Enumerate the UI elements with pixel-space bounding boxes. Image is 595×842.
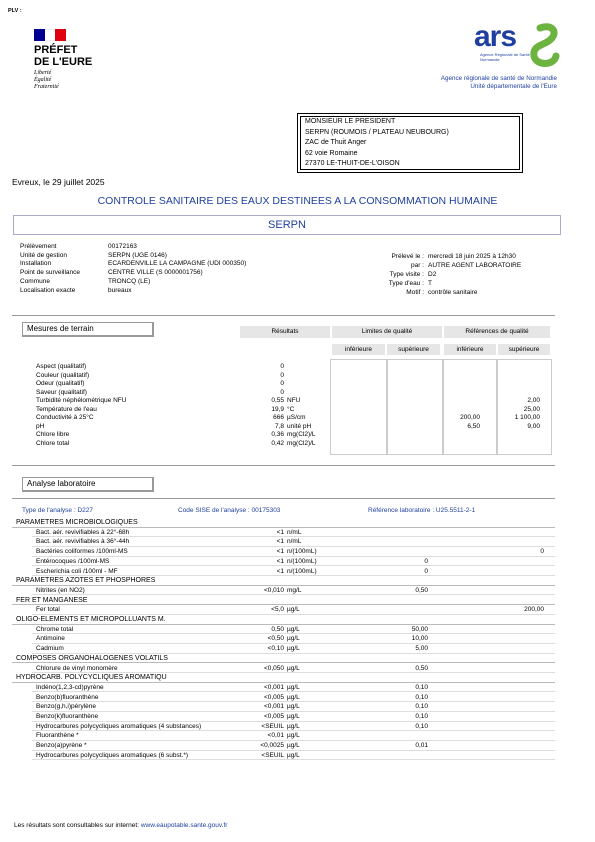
row-divider xyxy=(32,759,555,760)
labo-lim-sup: 0,50 xyxy=(415,586,428,594)
labo-value: <1 xyxy=(276,567,284,575)
terrain-param: Conductivité à 25°C xyxy=(36,414,94,421)
terrain-value: 0 xyxy=(280,380,284,387)
labo-value: <0,50 xyxy=(267,635,284,643)
labo-value: 0,50 xyxy=(271,625,284,633)
info-value: SERPN (UGE 0146) xyxy=(108,251,167,259)
labo-lim-sup: 10,00 xyxy=(411,635,428,643)
agency-line2: Unité départementale de l'Eure xyxy=(470,83,557,90)
labo-value: <0,005 xyxy=(263,713,284,720)
info-value: CENTRE VILLE (S 0000001756) xyxy=(108,269,203,277)
terrain-unit: NFU xyxy=(287,397,301,404)
labo-param: Benzo(a)pyrène * xyxy=(36,742,87,750)
labo-value: <0,001 xyxy=(263,683,284,691)
terrain-ref-sup: 25,00 xyxy=(523,405,540,413)
info-label: Type d'eau : xyxy=(388,280,424,287)
labo-param: Benzo(b)fluoranthène xyxy=(36,693,99,701)
labo-heading: Analyse laboratoire xyxy=(22,477,154,492)
address-line: 62 voie Romaine xyxy=(305,149,358,157)
labo-value: <0,050 xyxy=(263,664,284,672)
labo-unit: n/(100mL) xyxy=(287,548,317,556)
subtitle-box xyxy=(13,215,561,235)
info-value: T xyxy=(428,280,432,287)
col-ref-sup: supérieure xyxy=(498,344,550,355)
terrain-unit: unité pH xyxy=(287,422,312,430)
info-label: Type visite : xyxy=(389,271,424,278)
labo-unit: µg/L xyxy=(287,703,300,711)
info-value: contrôle sanitaire xyxy=(428,289,478,296)
terrain-param: Couleur (qualitatif) xyxy=(36,371,90,379)
labo-unit: µg/L xyxy=(287,635,300,643)
labo-lim-sup: 0,10 xyxy=(415,722,428,730)
labo-value: <1 xyxy=(276,557,284,565)
info-left-labels xyxy=(20,243,80,295)
col-ref-inf: inférieure xyxy=(444,344,496,355)
terrain-ref-sup: 9,00 xyxy=(527,422,540,430)
terrain-param: Turbidité néphélométrique NFU xyxy=(36,397,127,404)
terrain-ref-inf: 6,50 xyxy=(467,422,480,430)
labo-value: <0,005 xyxy=(263,693,284,701)
labo-unit: µg/L xyxy=(287,693,300,701)
ars-wordmark: ars xyxy=(474,20,517,53)
labo-lim-sup: 0,50 xyxy=(415,664,428,672)
terrain-value: 0 xyxy=(280,388,284,396)
address-box xyxy=(297,113,523,173)
terrain-value: 0 xyxy=(280,363,284,370)
col-lim-inf: inférieure xyxy=(332,344,385,355)
labo-param: Antimoine xyxy=(36,635,65,643)
info-value: TRONCQ (LE) xyxy=(108,277,151,285)
labo-section: HYDROCARB. POLYCYCLIQUES AROMATIQU xyxy=(16,674,167,682)
labo-param: Nitrites (en NO2) xyxy=(36,586,85,594)
prefet-line1: PRÉFET xyxy=(34,44,78,56)
labo-param: Cadmium xyxy=(36,645,64,653)
info-label: Unité de gestion xyxy=(20,251,67,259)
labo-value: <SEUIL xyxy=(261,751,284,759)
labo-lim-sup: 0,10 xyxy=(415,713,428,720)
labo-unit: n/mL xyxy=(287,538,302,546)
labo-lim-sup: 0,10 xyxy=(415,693,428,701)
labo-value: <0,10 xyxy=(267,645,284,653)
info-label: Point de surveillance xyxy=(20,269,80,277)
labo-unit: µg/L xyxy=(287,625,300,633)
motto-egalite: Égalité xyxy=(34,77,52,83)
terrain-param: Température de l'eau xyxy=(36,405,97,413)
terrain-param: Chlore libre xyxy=(36,431,70,438)
labo-param: Benzo(k)fluoranthène xyxy=(36,713,99,720)
labo-unit: mg/L xyxy=(287,586,302,594)
terrain-value: 0 xyxy=(280,371,284,379)
terrain-value: 0,42 xyxy=(271,439,284,447)
labo-unit: µg/L xyxy=(287,742,300,750)
labo-unit: µg/L xyxy=(287,751,300,759)
labo-value: <1 xyxy=(276,548,284,556)
labo-unit: µg/L xyxy=(287,664,300,672)
labo-lim-sup: 0,10 xyxy=(415,703,428,711)
type-analyse: Type de l'analyse : D227 xyxy=(22,507,93,514)
labo-value: <1 xyxy=(276,528,284,536)
footer-link[interactable]: www.eaupotable.sante.gouv.fr xyxy=(140,822,228,829)
info-value: D2 xyxy=(428,271,437,278)
agency-line1: Agence régionale de santé de Normandie xyxy=(440,75,557,82)
labo-value: <0,01 xyxy=(267,732,284,740)
labo-unit: n/(100mL) xyxy=(287,567,317,575)
footer xyxy=(14,822,227,829)
labo-param: Benzo(g,h,i)pérylène xyxy=(36,703,96,711)
terrain-unit: µS/cm xyxy=(287,414,306,421)
labo-value: <0,001 xyxy=(263,703,284,711)
french-flag-icon xyxy=(34,29,66,41)
prefet-line2: DE L'EURE xyxy=(34,56,93,68)
labo-ref-sup: 0 xyxy=(540,548,544,556)
labo-section: OLIGO-ELEMENTS ET MICROPOLLUANTS M. xyxy=(16,616,166,623)
code-sise: Code SISE de l'analyse : 00175303 xyxy=(178,507,281,514)
info-label: Prélevé le : xyxy=(391,253,424,260)
terrain-unit: mg(Cl2)/L xyxy=(287,431,316,438)
terrain-value: 7,8 xyxy=(274,422,284,430)
terrain-unit: mg(Cl2)/L xyxy=(287,439,316,447)
labo-param: Bactéries coliformes /100ml-MS xyxy=(36,548,128,556)
col-lim-sup: supérieure xyxy=(387,344,440,355)
terrain-param: Odeur (qualitatif) xyxy=(36,380,85,387)
row-divider xyxy=(32,594,555,595)
labo-lim-sup: 0,10 xyxy=(415,683,428,691)
page-title: CONTROLE SANITAIRE DES EAUX DESTINEES A LA CONSOMMATION HUMAINE xyxy=(97,195,498,207)
labo-value: <1 xyxy=(276,538,284,546)
terrain-param: Saveur (qualitatif) xyxy=(36,388,87,396)
terrain-param: pH xyxy=(36,422,45,430)
terrain-heading: Mesures de terrain xyxy=(22,322,154,337)
terrain-value: 666 xyxy=(273,414,284,421)
terrain-unit: °C xyxy=(287,405,295,413)
labo-lim-sup: 0 xyxy=(424,567,428,575)
terrain-value: 0,36 xyxy=(271,431,284,438)
labo-section: COMPOSES ORGANOHALOGENES VOLATILS xyxy=(16,654,168,662)
ars-tag1: Agence Régionale de Santé xyxy=(480,52,530,57)
page-subtitle: SERPN xyxy=(268,219,306,231)
info-label: par : xyxy=(410,262,424,269)
labo-section: FER ET MANGANESE xyxy=(16,596,88,604)
address-line: 27370 LE-THUIT-DE-L'OISON xyxy=(305,160,400,167)
terrain-param: Chlore total xyxy=(36,439,70,447)
prefet-logo xyxy=(34,29,92,91)
labo-ref-sup: 200,00 xyxy=(524,606,544,614)
col-limits: Limites de qualité xyxy=(332,326,442,338)
address-line: ZAC de Thuit Anger xyxy=(305,139,367,146)
labo-param: Indéno(1,2,3-cd)pyrène xyxy=(36,683,104,691)
info-value: mercredi 18 juin 2025 à 12h30 xyxy=(428,253,516,260)
info-value: ECARDENVILLE LA CAMPAGNE (UDI 000350) xyxy=(108,260,247,268)
labo-value: <0,010 xyxy=(263,586,284,594)
plv-label: PLV : xyxy=(8,8,22,14)
labo-param: Entérocoques /100ml-MS xyxy=(36,557,110,565)
labo-unit: µg/L xyxy=(287,722,300,730)
labo-value: <SEUIL xyxy=(261,722,284,730)
labo-param: Escherichia coli /100ml - MF xyxy=(36,567,118,575)
labo-unit: µg/L xyxy=(287,683,300,691)
terrain-value: 19,9 xyxy=(271,405,284,413)
info-value: 00172163 xyxy=(108,243,137,250)
ref-labo: Référence laboratoire : U25.5511-2-1 xyxy=(368,507,476,514)
footer-text: Les résultats sont consultables sur internet: xyxy=(14,822,141,829)
info-label: Localisation exacte xyxy=(20,286,76,294)
info-label: Installation xyxy=(20,260,52,268)
labo-param: Bact. aér. revivifiables à 22°-68h xyxy=(36,528,130,536)
labo-param: Hydrocarbures polycycliques aromatiques (6 subst.*) xyxy=(36,751,189,759)
labo-value: <0,0025 xyxy=(260,742,284,750)
labo-section: PARAMETRES AZOTES ET PHOSPHORES xyxy=(16,577,156,585)
col-results: Résultats xyxy=(240,326,330,338)
motto-liberte: Liberté xyxy=(34,70,52,76)
info-value: bureaux xyxy=(108,286,132,294)
labo-param: Hydrocarbures polycycliques aromatiques (4 substances) xyxy=(36,722,202,730)
labo-param: Chlorure de vinyl monomère xyxy=(36,664,118,672)
labo-lim-sup: 0 xyxy=(424,557,428,565)
terrain-param: Aspect (qualitatif) xyxy=(36,363,87,370)
labo-unit: µg/L xyxy=(287,732,300,740)
info-label: Motif : xyxy=(406,289,424,296)
terrain-ref-inf: 200,00 xyxy=(460,414,480,421)
info-left-values xyxy=(108,243,246,295)
labo-unit: µg/L xyxy=(287,606,300,614)
labo-param: Fluoranthène * xyxy=(36,732,79,740)
ars-logo xyxy=(474,22,564,70)
labo-unit: n/mL xyxy=(287,528,302,536)
info-right-labels xyxy=(340,252,424,297)
labo-lim-sup: 50,00 xyxy=(411,625,428,633)
labo-param: Fer total xyxy=(36,606,60,614)
labo-unit: µg/L xyxy=(287,713,300,720)
address-line: SERPN (ROUMOIS / PLATEAU NEUBOURG) xyxy=(305,128,449,136)
info-value: AUTRE AGENT LABORATOIRE xyxy=(428,262,522,269)
labo-section: PARAMETRES MICROBIOLOGIQUES xyxy=(16,519,138,526)
address-line: MONSIEUR LE PRESIDENT xyxy=(305,118,396,125)
labo-param: Bact. aér. revivifiables à 36°-44h xyxy=(36,538,130,546)
terrain-ref-sup: 2,00 xyxy=(527,397,540,404)
labo-unit: n/(100mL) xyxy=(287,557,317,565)
col-refs: Références de qualité xyxy=(444,326,550,338)
info-label: Prélèvement xyxy=(20,243,57,250)
labo-lim-sup: 0,01 xyxy=(415,742,428,750)
terrain-value: 0,55 xyxy=(271,397,284,404)
labo-lim-sup: 5,00 xyxy=(415,645,428,653)
motto-fraternite: Fraternité xyxy=(34,84,59,90)
labo-value: <5,0 xyxy=(271,606,284,614)
date-line: Evreux, le 29 juillet 2025 xyxy=(12,177,105,187)
labo-param: Chrome total xyxy=(36,625,74,633)
info-label: Commune xyxy=(20,277,50,285)
terrain-ref-sup: 1 100,00 xyxy=(514,414,540,421)
info-right-values xyxy=(428,252,521,297)
ars-tag2: Normandie xyxy=(480,57,500,62)
labo-unit: µg/L xyxy=(287,645,300,653)
